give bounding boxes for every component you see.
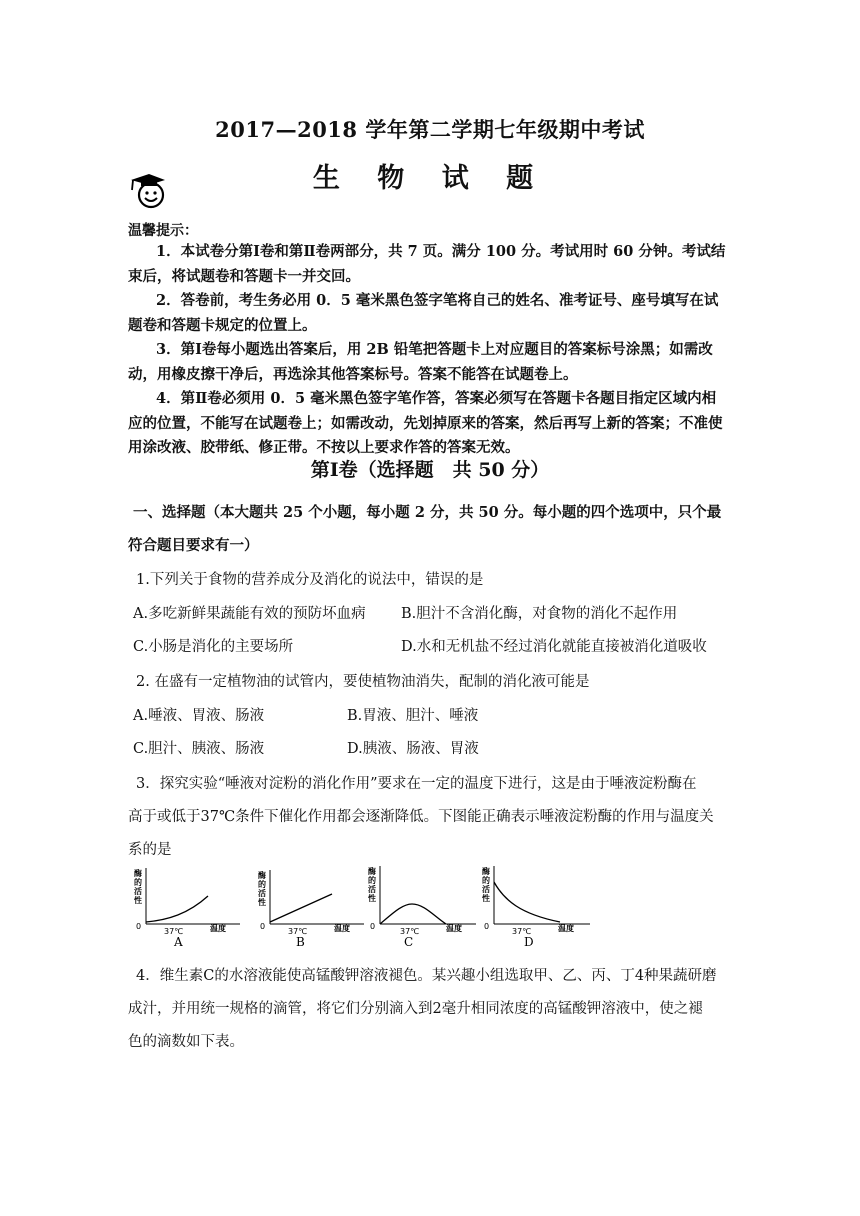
graph-ylabel: 酶的活性	[368, 867, 376, 903]
graph-letter: B	[296, 935, 305, 948]
graph-c	[362, 864, 492, 948]
graph-origin: 0	[260, 922, 266, 931]
graph-letter: A	[174, 935, 183, 948]
graph-letter: D	[524, 935, 534, 948]
question-stem: 高于或低于37℃条件下催化作用都会逐渐降低。下图能正确表示唾液淀粉酶的作用与温度关	[128, 809, 714, 825]
graph-origin: 0	[136, 922, 142, 931]
tip-item	[128, 289, 728, 338]
tip-item	[128, 240, 728, 289]
option-d: D.水和无机盐不经过消化就能直接被消化道吸收	[401, 639, 707, 655]
option-b: B.胆汁不含消化酶，对食物的消化不起作用	[401, 606, 678, 622]
graph-a	[128, 864, 258, 948]
section-intro: 符合题目要求有一）	[128, 537, 259, 554]
section-title: 第Ⅰ卷（选择题 共 50 分）	[310, 459, 550, 481]
graph-tick: 37℃	[288, 927, 308, 936]
question-stem: 色的滴数如下表。	[128, 1034, 244, 1050]
option-b: B.胃液、胆汁、唾液	[347, 708, 479, 724]
option-c: C.胆汁、胰液、肠液	[133, 741, 265, 757]
tip-item	[128, 387, 728, 461]
graph-tick: 37℃	[400, 927, 420, 936]
tip-item	[128, 338, 728, 387]
graph-ylabel: 酶的活性	[258, 871, 266, 907]
graph-ylabel: 酶的活性	[482, 867, 490, 903]
smiley-graduate-icon	[127, 168, 171, 212]
option-d: D.胰液、肠液、胃液	[347, 741, 479, 757]
graph-b	[250, 864, 380, 948]
tips-heading: 温馨提示：	[128, 223, 198, 239]
graph-xlabel: 温度	[446, 924, 462, 933]
option-a: A.多吃新鲜果蔬能有效的预防坏血病	[133, 606, 366, 622]
graph-xlabel: 温度	[210, 924, 226, 933]
graph-origin: 0	[484, 922, 490, 931]
question-stem: 1.下列关于食物的营养成分及消化的说法中，错误的是	[136, 572, 484, 588]
graph-xlabel: 温度	[558, 924, 574, 933]
graph-letter: C	[404, 935, 414, 948]
option-a: A.唾液、胃液、肠液	[133, 708, 265, 724]
graph-tick: 37℃	[164, 927, 184, 936]
question-stem: 3．探究实验“唾液对淀粉的消化作用”要求在一定的温度下进行，这是由于唾液淀粉酶在	[136, 776, 697, 792]
question-stem: 2. 在盛有一定植物油的试管内，要使植物油消失，配制的消化液可能是	[136, 674, 590, 690]
graph-tick: 37℃	[512, 927, 532, 936]
graph-origin: 0	[370, 922, 376, 931]
exam-title: 2017—2018 学年第二学期七年级期中考试	[215, 117, 645, 142]
subject-title: 生 物 试 题	[312, 163, 548, 194]
graph-d	[476, 864, 606, 948]
option-c: C.小肠是消化的主要场所	[133, 639, 294, 655]
question-stem: 4．维生素C的水溶液能使高锰酸钾溶液褪色。某兴趣小组选取甲、乙、丙、丁4种果蔬研磨	[136, 968, 717, 984]
question-stem: 成汁，并用统一规格的滴管，将它们分别滴入到2毫升相同浓度的高锰酸钾溶液中，使之褪	[128, 1001, 703, 1017]
graph-ylabel: 酶的活性	[134, 869, 142, 905]
graph-xlabel: 温度	[334, 924, 350, 933]
tip-text: 3．第Ⅰ卷每小题选出答案后，用 2B 铅笔把答题卡上对应题目的答案标号涂黑；如需改动，用橡皮擦干净后，再选涂其他答案标号。答案不能答在试题卷上。	[128, 341, 713, 383]
tip-text: 4．第Ⅱ卷必须用 0．5 毫米黑色签字笔作答，答案必须写在答题卡各题目指定区域内相应的位置，不能写在试题卷上；如需改动，先划掉原来的答案，然后再写上新的答案；不准使用涂改液、胶带纸、修正带。不按以上要求作答的答案无效。	[128, 390, 723, 456]
tip-text: 1．本试卷分第Ⅰ卷和第Ⅱ卷两部分，共 7 页。满分 100 分。考试用时 60 分钟。考试结束后，将试题卷和答题卡一并交回。	[128, 243, 726, 285]
question-stem: 系的是	[128, 842, 172, 858]
section-intro: 一、选择题（本大题共 25 个小题，每小题 2 分，共 50 分。每小题的四个选项中，只个最	[133, 504, 722, 521]
tip-text: 2．答卷前，考生务必用 0．5 毫米黑色签字笔将自己的姓名、准考证号、座号填写在试题卷和答题卡规定的位置上。	[128, 292, 719, 334]
